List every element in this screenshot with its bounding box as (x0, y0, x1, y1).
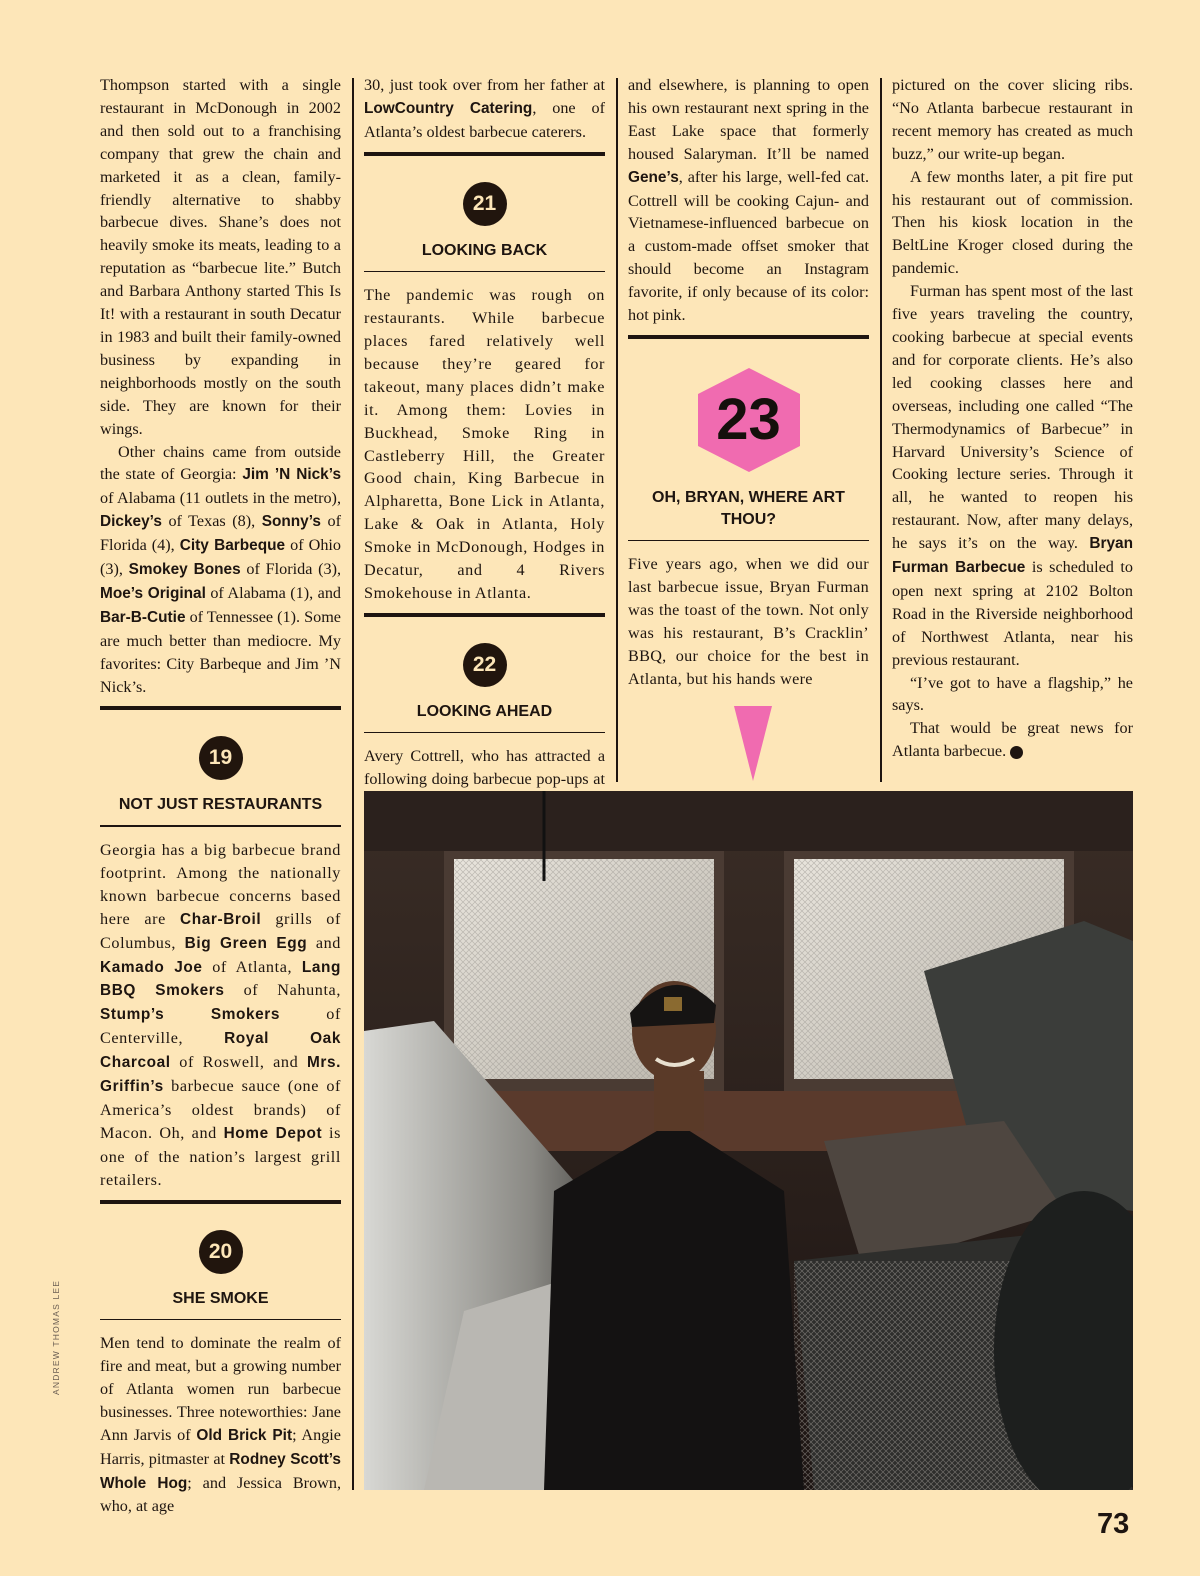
section-number-badge: 20 (199, 1230, 243, 1274)
section-23 (628, 335, 869, 542)
section-heading: NOT JUST RESTAURANTS (118, 796, 323, 814)
section-divider (100, 1200, 341, 1204)
section-number-badge: 19 (199, 736, 243, 780)
section-divider (364, 613, 605, 617)
section-20 (100, 1200, 341, 1321)
heading-rule (100, 825, 341, 827)
section-19 (100, 706, 341, 827)
photo-pitmaster-with-smokers (364, 791, 1133, 1490)
heading-rule (364, 271, 605, 273)
column-rule (880, 78, 882, 782)
section-23-text: Five years ago, when we did our last barbecue issue, Bryan Furman was the toast of the town. Not only was his restaurant, B’s Cracklin’ BBQ, our choice for the best in Atlanta, but his hands were (628, 555, 869, 688)
col2-paragraph-1: 30, just took over from her father at LowCountry Catering, one of Atlanta’s oldest barbecue caterers. (364, 76, 605, 141)
section-heading: OH, BRYAN, WHERE ART THOU? (652, 488, 845, 528)
heading-rule (100, 1319, 341, 1321)
photo-illustration (364, 791, 1133, 1490)
section-number: 23 (716, 386, 781, 452)
section-divider (364, 152, 605, 156)
col1-paragraph-1: Thompson started with a single restaurant in McDonough in 2002 and then sold out to a franchising company that grew the chain and marketed it as a clean, family-friendly alternative to shabby barbecue dives. Shane’s does not heavily smoke its meats, leading to a reputation as “barbecue lite.” Butch and Barbara Anthony started This Is It! with a restaurant in south Decatur in 1983 and built their family-owned business by expanding in neighborhoods mostly on the south side. They are known for their wings. (100, 76, 341, 438)
col4-paragraph-4: “I’ve got to have a flagship,” he says. (892, 673, 1133, 715)
col3-paragraph-1: and elsewhere, is planning to open his own restaurant next spring in the East Lake space that formerly housed Salaryman. It’ll be named Gene’s, after his large, well-fed cat. Cottrell will be cooking Cajun- and Vietnamese-influenced barbecue on a custom-made offset smoker that should become an Instagram favorite, if only because of its color: hot pink. (628, 76, 869, 325)
column-1 (100, 74, 341, 1518)
section-20-text: Men tend to dominate the realm of fire and meat, but a growing number of Atlanta women run barbecue businesses. Three noteworthies: Jane Ann Jarvis of Old Brick Pit; Angie Harris, pitmaster at Rodney Scott’s Whole Hog; and Jessica Brown, who, at age (100, 1334, 341, 1516)
end-mark-icon: A (1010, 746, 1023, 759)
heading-rule (628, 540, 869, 542)
col4-paragraph-5: That would be great news for Atlanta barbecue. A (892, 719, 1133, 761)
section-21 (364, 152, 605, 273)
heading-rule (364, 732, 605, 734)
photo-credit: ANDREW THOMAS LEE (51, 1279, 61, 1395)
section-heading: LOOKING AHEAD (416, 702, 553, 720)
page-number: 73 (1097, 1508, 1130, 1540)
column-rule (352, 78, 354, 1490)
col4-paragraph-2: A few months later, a pit fire put his restaurant out of commission. Then his kiosk location in the BeltLine Kroger closed during the pandemic. (892, 167, 1133, 278)
column-3 (628, 74, 869, 691)
section-divider (628, 335, 869, 339)
section-divider (100, 706, 341, 710)
section-22 (364, 613, 605, 734)
section-21-text: The pandemic was rough on restaurants. While barbecue places fared relatively well because they’re geared for takeout, many places didn’t make it. Among them: Lovies in Buckhead, Smoke Ring in Castleberry Hill, the Greater Good chain, King Barbecue in Alpharetta, Bone Lick in Atlanta, Lake & Oak in Atlanta, Holy Smoke in McDonough, Hodges in Decatur, and 4 Rivers Smokehouse in Atlanta. (364, 286, 605, 602)
section-22-text: Avery Cottrell, who has attracted a following doing barbecue pop-ups at (364, 747, 605, 789)
section-heading: LOOKING BACK (421, 241, 548, 259)
section-19-text: Georgia has a big barbecue brand footprint. Among the nationally known barbecue concerns based here are Char-Broil grills of Columbus, Big Green Egg and Kamado Joe of Atlanta, Lang BBQ Smokers of Nahunta, Stump’s Smokers of Centerville, Royal Oak Charcoal of Roswell, and Mrs. Griffin’s barbecue sauce (one of America’s oldest brands) of Macon. Oh, and Home Depot is one of the nation’s largest grill retailers. (100, 840, 341, 1189)
section-number-badge: 21 (463, 182, 507, 226)
col4-paragraph-1: pictured on the cover slicing ribs. “No Atlanta barbecue restaurant in recent memory has created as much buzz,” our write-up began. (892, 76, 1133, 163)
section-number-badge: 22 (463, 643, 507, 687)
col1-paragraph-2: Other chains came from outside the state of Georgia: Jim ’N Nick’s of Alabama (11 outlets in the metro), Dickey’s of Texas (8), Sonny’s of Florida (4), City Barbeque of Ohio (3), Smokey Bones of Florida (3), Moe’s Original of Alabama (1), and Bar-B-Cutie of Tennessee (1). Some are much better than mediocre. My favorites: City Barbeque and Jim ’N Nick’s. (100, 442, 342, 696)
col4-paragraph-3: Furman has spent most of the last five years traveling the country, cooking barbecue at special events and for corporate clients. He’s also led cooking classes here and overseas, including one called “The Thermodynamics of Barbecue” in Harvard University’s Science of Cooking lecture series. Through it all, he wanted to reopen his restaurant. Now, after many delays, he says it’s on the way. Bryan Furman Barbecue is scheduled to open next spring at 2102 Bolton Road in the Riverside neighborhood of Northwest Atlanta, near his previous restaurant. (892, 282, 1133, 669)
section-heading: SHE SMOKE (172, 1289, 269, 1307)
column-2 (364, 74, 605, 814)
column-rule (616, 78, 618, 782)
section-23-hexagon-badge (696, 367, 802, 473)
column-4 (892, 74, 1133, 763)
pink-down-arrow-icon (733, 706, 773, 782)
